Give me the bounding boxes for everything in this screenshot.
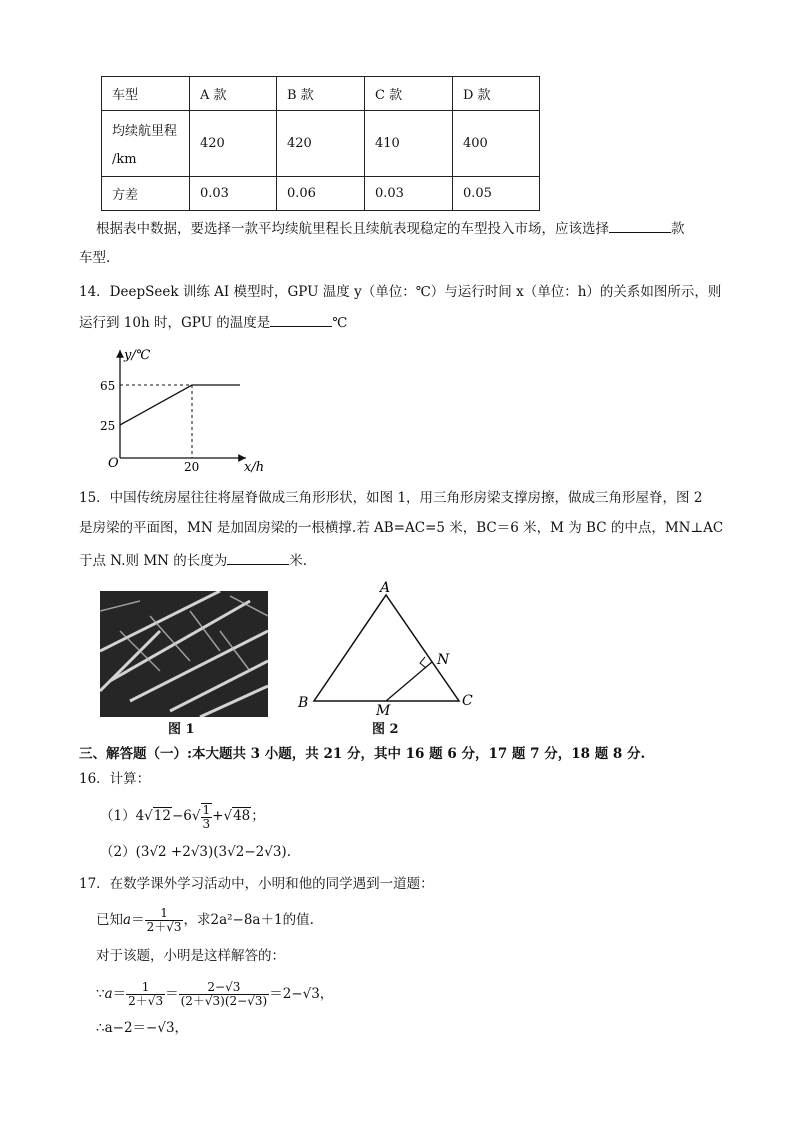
point-n-label: N — [437, 652, 450, 668]
y-axis-label: y/℃ — [124, 348, 151, 363]
q17-solution-step1: ∵a＝ $\frac{1}{2+√3}$ ＝ $\frac{2-√3}{(2+√3)(2-√3)}$ ＝2−√3， — [96, 980, 334, 1008]
table-cell: 420 — [277, 111, 365, 177]
q15-text: 于点 N.则 MN 的长度为 — [79, 553, 228, 569]
q17-given-prefix: 已知 — [96, 912, 123, 928]
row-label-range — [102, 111, 190, 177]
q15-line2: 是房梁的平面图，MN 是加固房梁的一根横撑.若 AB=AC=5 米，BC＝6 米，M 为 BC 的中点，MN⊥AC — [79, 520, 724, 536]
q17-line1: 17．在数学课外学习活动中，小明和他的同学遇到一道题： — [79, 876, 434, 892]
x-tick-20: 20 — [184, 460, 200, 474]
q16-part1 — [100, 802, 265, 831]
q16-title: 16．计算： — [79, 771, 151, 787]
q16-part1-expression: 4√12−6√ $\frac{1}{3}$ +√48； — [135, 802, 265, 831]
point-b-label: B — [298, 695, 309, 711]
triangle-diagram — [290, 580, 490, 720]
origin-label: O — [108, 456, 119, 471]
q13-line2: 车型. — [79, 250, 111, 266]
answer-blank — [227, 550, 289, 565]
point-a-label: A — [380, 580, 391, 596]
answer-blank — [609, 218, 671, 233]
x-axis-label: x/h — [244, 460, 265, 475]
q15-line1: 15．中国传统房屋往往将屋脊做成三角形形状，如图 1，用三角形房梁支撑房擦，做成三角形屋脊，图 2 — [79, 490, 703, 506]
fig1-caption: 图 1 — [168, 722, 195, 737]
q13-line1 — [96, 218, 685, 239]
table-cell: 0.03 — [190, 177, 277, 211]
q13-text: 根据表中数据，要选择一款平均续航里程长且续航表现稳定的车型投入市场，应该选择 — [96, 221, 609, 237]
table-cell: 400 — [453, 111, 540, 177]
q17-line3: 对于该题，小明是这样解答的： — [96, 948, 285, 964]
row-label-range-line1: 均续航里程 — [112, 123, 178, 139]
row-label-variance: 方差 — [102, 177, 190, 211]
table-cell: 420 — [190, 111, 277, 177]
table-header-cell: D 款 — [453, 77, 540, 111]
triangle-abc — [314, 595, 459, 701]
q17-solution-step2: ∴a−2＝−√3， — [96, 1020, 189, 1036]
answer-blank — [270, 312, 332, 327]
q15-line3 — [79, 550, 307, 571]
table-cell: 0.03 — [365, 177, 453, 211]
temperature-graph — [96, 340, 276, 475]
q15-text-end: 米. — [289, 553, 308, 569]
point-m-label: M — [376, 703, 391, 719]
right-angle-mark — [420, 657, 426, 668]
table-header-cell: B 款 — [277, 77, 365, 111]
table-cell: 0.05 — [453, 177, 540, 211]
q16-part2: （2）(3√2 +2√3)(3√2−2√3). — [100, 844, 291, 860]
table-cell: 0.06 — [277, 177, 365, 211]
vehicle-table — [101, 76, 540, 211]
q14-line2 — [79, 312, 347, 333]
fig2-caption: 图 2 — [372, 722, 399, 737]
temperature-line — [120, 385, 240, 425]
q17-given: 已知a＝ $\frac{1}{2+√3}$ ，求2a²−8a＋1的值. — [96, 906, 314, 934]
table-header-cell: C 款 — [365, 77, 453, 111]
table-header-cell: A 款 — [190, 77, 277, 111]
q14-text: 运行到 10h 时，GPU 的温度是 — [79, 315, 271, 331]
y-tick-65: 65 — [100, 379, 116, 393]
section-heading: 三、解答题（一）:本大题共 3 小题，共 21 分，其中 16 题 6 分，17 题 7 分，18 题 8 分. — [79, 746, 646, 762]
roof-truss-photo — [100, 591, 268, 717]
table-cell: 410 — [365, 111, 453, 177]
q17-given-suffix: ，求2a²−8a＋1的值. — [183, 912, 314, 928]
point-c-label: C — [462, 693, 473, 709]
q13-text-end: 款 — [671, 221, 685, 237]
q14-line1: 14．DeepSeek 训练 AI 模型时，GPU 温度 y（单位：℃）与运行时间 x（单位：h）的关系如图所示，则 — [79, 284, 722, 300]
q14-unit: ℃ — [332, 315, 348, 331]
q16-part1-label: （1） — [100, 808, 136, 824]
row-label-range-line2: /km — [112, 151, 137, 167]
y-tick-25: 25 — [100, 419, 116, 433]
table-header-cell: 车型 — [102, 77, 190, 111]
